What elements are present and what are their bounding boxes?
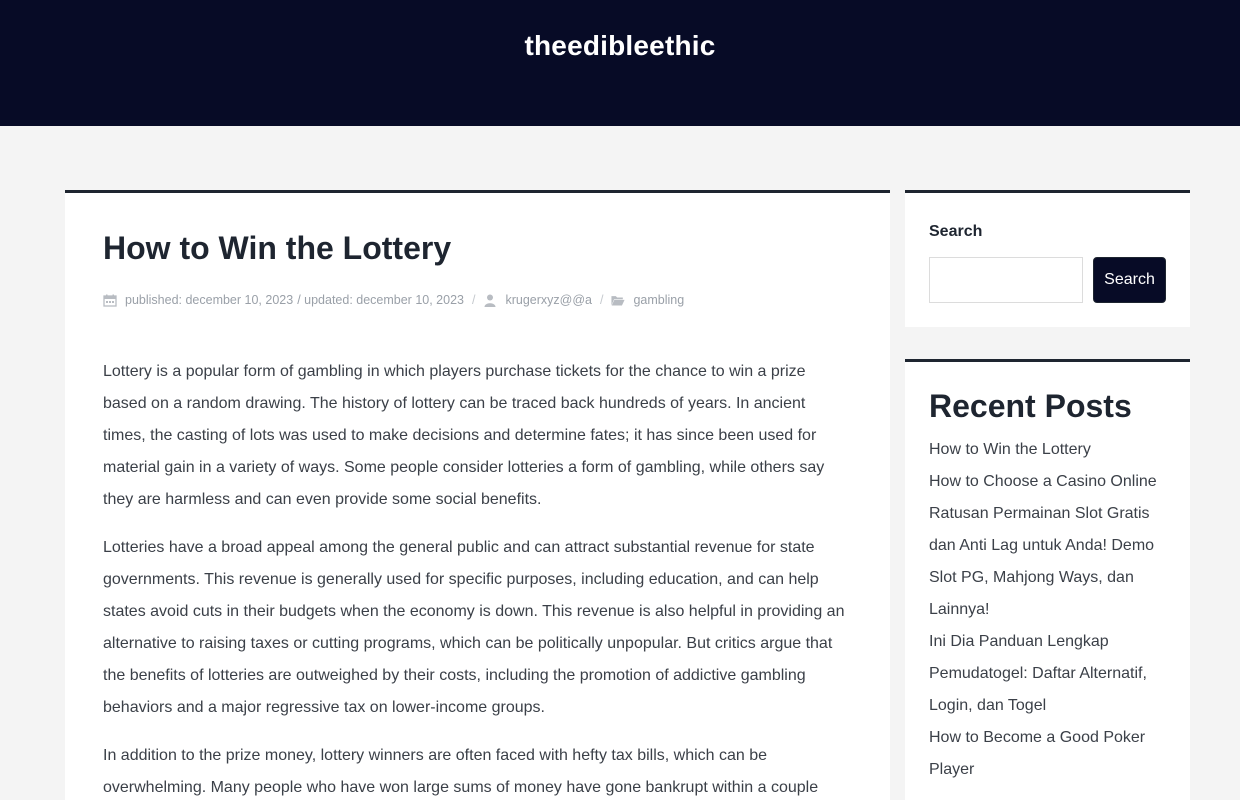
article-paragraph: Lottery is a popular form of gambling in which players purchase tickets for the chance to win a prize based on a random drawing. The history of lottery can be traced back hundreds of years. In ancient times, the casting of lots was used to make decisions and determine fates; it has since been used for material gain in a variety of ways. Some people consider lotteries a form of gambling, while others say they are harmless and can even provide some social benefits. <box>103 363 825 508</box>
site-title-link[interactable]: theedibleethic <box>524 30 716 61</box>
recent-posts-title: Recent Posts <box>929 388 1132 424</box>
recent-posts-list <box>929 434 1166 786</box>
updated-date: / updated: december 10, 2023 <box>297 293 464 307</box>
search-widget <box>905 190 1190 327</box>
search-label: Search <box>929 223 983 240</box>
meta-separator: / <box>599 293 604 307</box>
author-link[interactable]: krugerxyz@@a <box>505 293 592 307</box>
recent-post-link[interactable]: How to Become a Good Poker Player <box>929 729 1146 778</box>
user-icon <box>483 294 497 307</box>
article-meta <box>103 290 852 310</box>
recent-post-link[interactable]: How to Win the Lottery <box>929 441 1091 458</box>
recent-post-link[interactable]: How to Choose a Casino Online <box>929 473 1157 490</box>
article-paragraph: Lotteries have a broad appeal among the general public and can attract substantial revenue for state governments. This revenue is generally used for specific purposes, including education, and can help states avoid cuts in their budgets when the economy is down. This revenue is also helpful in providing an alternative to raising taxes or cutting programs, which can be politically unpopular. But critics argue that the benefits of lotteries are outweighed by their costs, including the promotion of addictive gambling behaviors and a major regressive tax on lower-income groups. <box>103 539 845 716</box>
article-paragraph: In addition to the prize money, lottery winners are often faced with hefty tax bills, which can be overwhelming. Many people who have won large sums of money have gone bankrupt within a couple <box>103 747 819 796</box>
list-item <box>929 466 1166 498</box>
site-header <box>0 0 1240 126</box>
list-item <box>929 722 1166 786</box>
article-title: How to Win the Lottery <box>103 230 452 266</box>
article-content <box>103 356 852 800</box>
list-item <box>929 626 1166 722</box>
recent-posts-widget <box>905 359 1190 800</box>
list-item <box>929 434 1166 466</box>
category-link[interactable]: gambling <box>633 293 685 307</box>
search-row <box>929 257 1166 303</box>
search-button[interactable]: Search <box>1093 257 1166 303</box>
recent-post-link[interactable]: Ratusan Permainan Slot Gratis dan Anti Lag untuk Anda! Demo Slot PG, Mahjong Ways, dan Lainnya! <box>929 505 1155 618</box>
article <box>65 190 890 800</box>
calendar-icon <box>103 294 117 307</box>
published-date-link[interactable]: published: december 10, 2023 <box>125 293 294 307</box>
folder-icon <box>611 294 625 307</box>
meta-separator: / <box>471 293 476 307</box>
recent-post-link[interactable]: Ini Dia Panduan Lengkap Pemudatogel: Daftar Alternatif, Login, dan Togel <box>929 633 1147 714</box>
search-input[interactable] <box>929 257 1083 303</box>
list-item <box>929 498 1166 626</box>
